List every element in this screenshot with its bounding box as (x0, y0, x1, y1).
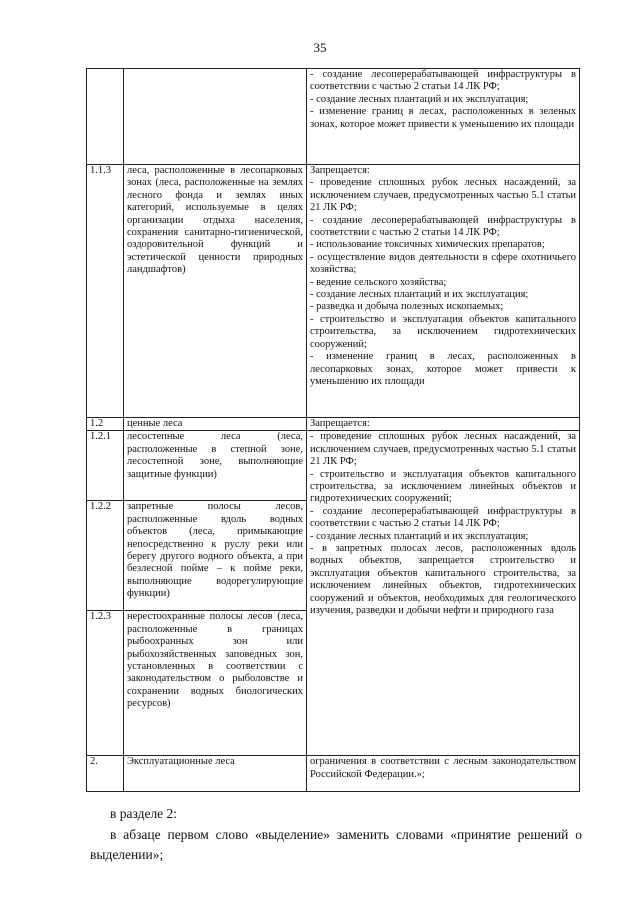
restriction-item: - создание лесоперерабатывающей инфраструктуры в соответствии с частью 2 статьи 14 ЛК РФ; (310, 69, 576, 93)
restriction-item: - создание лесных плантаций и их эксплуатация; (310, 530, 529, 542)
forest-regulations-table (86, 68, 580, 792)
restriction-item: - создание лесных плантаций и их эксплуатация; (310, 93, 529, 105)
restriction-item: - строительство и эксплуатация объектов капитального строительства, за исключением линейных объектов и гидротехнических сооружений; (310, 468, 576, 505)
forest-category (124, 69, 307, 165)
forest-category: запретные полосы лесов, расположенные вдоль водных объектов (леса, примыкающие непосредственно к руслу реки или берегу другого водного объекта, а при безлесной пойме – к пойме реки, выполняющие водорегулирующие функции) (124, 501, 307, 611)
amendment-paragraph: в абзаце первом слово «выделение» заменить словами «принятие решений о выделении»; (90, 827, 582, 862)
table-row (87, 69, 580, 165)
row-number (87, 69, 124, 165)
row-number: 1.2.2 (87, 501, 124, 611)
restrictions-cell (307, 165, 580, 418)
restriction-item: - проведение сплошных рубок лесных насаждений, за исключением случаев, предусмотренных частью 5.1 статьи 21 ЛК РФ; (310, 431, 576, 468)
restriction-item: - строительство и эксплуатация объектов капитального строительства, за исключением гидротехнических сооружений; (310, 313, 576, 350)
forest-category: нерестоохранные полосы лесов (леса, расположенные в границах рыбоохранных зон или рыбохозяйственных заповедных зон, установленных в соответствии с законодательством о рыболовстве и сохранении водных биологических ресурсов) (124, 611, 307, 756)
restriction-item: - разведка и добыча полезных ископаемых; (310, 301, 504, 313)
restriction-item: - создание лесоперерабатывающей инфраструктуры в соответствии с частью 2 статьи 14 ЛК РФ; (310, 505, 576, 530)
row-number: 1.2 (87, 418, 124, 431)
table-row (87, 418, 580, 431)
forest-category: лесостепные леса (леса, расположенные в степной зоне, лесостепной зоне, выполняющие защитные функции) (124, 431, 307, 501)
restrictions-cell (307, 69, 580, 165)
restriction-item: - проведение сплошных рубок лесных насаждений, за исключением случаев, предусмотренных частью 5.1 статьи 21 ЛК РФ; (310, 177, 576, 214)
restriction-item: - изменение границ в лесах, расположенных в зеленых зонах, которое может привести к уменьшению их площади (310, 106, 576, 130)
row-number: 1.2.1 (87, 431, 124, 501)
amendment-line: в разделе 2: (110, 806, 178, 821)
restrictions-cell (307, 431, 580, 756)
restriction-item: ограничения в соответствии с лесным законодательством Российской Федерации.»; (307, 756, 580, 792)
page-number: 35 (313, 40, 327, 55)
row-number: 1.2.3 (87, 611, 124, 756)
row-number: 1.1.3 (87, 165, 124, 418)
restriction-item: - изменение границ в лесах, расположенных в лесопарковых зонах, которое может привести к уменьшению их площади (310, 351, 576, 387)
restriction-item: - создание лесоперерабатывающей инфраструктуры в соответствии с частью 2 статьи 14 ЛК РФ; (310, 214, 576, 239)
forest-category: леса, расположенные в лесопарковых зонах (леса, расположенные на землях лесного фонда и землях иных категорий, используемые в целях организации отдыха населения, сохранения санитарно-гигиенической, оздоровительной функций и эстетической ценности природных ландшафтов) (124, 165, 307, 418)
table-row (87, 756, 580, 792)
restriction-item: - осуществление видов деятельности в сфере охотничьего хозяйства; (310, 251, 576, 276)
table-row (87, 431, 580, 501)
restriction-item: - создание лесных плантаций и их эксплуатация; (310, 289, 529, 301)
restriction-item: - в запретных полосах лесов, расположенных вдоль водных объектов, запрещается строительство и эксплуатация объектов капитального строительства, за исключением линейных объектов, гидротехнических сооружений и объектов, необходимых для геологического изучения, разведки и добычи нефти и природного газа (310, 543, 576, 617)
forest-category: ценные леса (124, 418, 307, 431)
restriction-heading: Запрещается: (307, 418, 580, 431)
forest-category: Эксплуатационные леса (124, 756, 307, 792)
table-row (87, 165, 580, 418)
restriction-item: - ведение сельского хозяйства; (310, 276, 447, 288)
row-number: 2. (87, 756, 124, 792)
restriction-item: - использование токсичных химических препаратов; (310, 239, 545, 251)
restriction-heading: Запрещается: (310, 165, 370, 176)
